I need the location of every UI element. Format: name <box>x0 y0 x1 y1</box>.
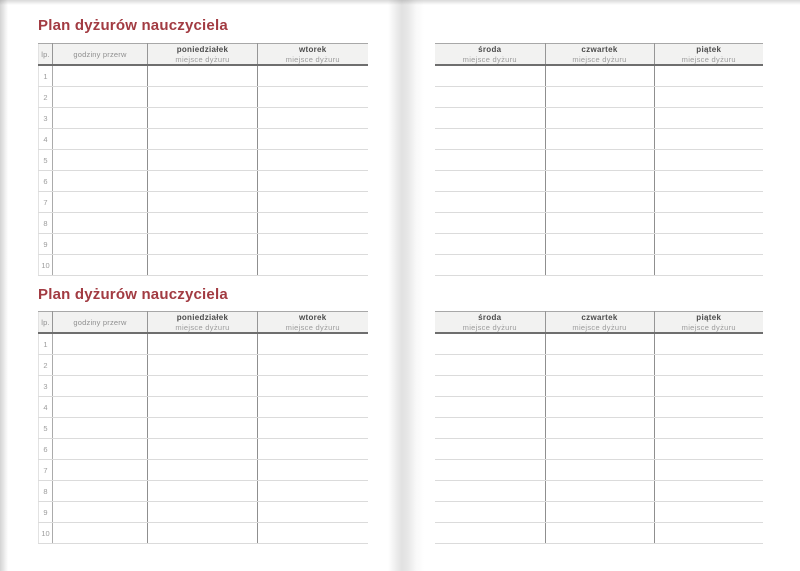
duty-cell <box>258 213 368 234</box>
duty-cell <box>148 234 258 255</box>
duty-cell <box>53 355 148 376</box>
duty-cell <box>435 460 545 481</box>
duty-cell <box>148 439 258 460</box>
duty-place-label: miejsce dyżuru <box>462 55 517 64</box>
duty-cell <box>545 108 654 129</box>
duty-cell <box>148 255 258 276</box>
duty-cell <box>545 255 654 276</box>
table-body <box>39 65 368 276</box>
duty-place-label: miejsce dyżuru <box>572 55 627 64</box>
duty-cell <box>545 213 654 234</box>
col-header-monday <box>148 44 258 66</box>
table-body <box>435 65 763 276</box>
row-number-cell: 5 <box>39 150 53 171</box>
table-row <box>435 192 763 213</box>
duty-cell <box>435 150 545 171</box>
table-row <box>39 234 368 255</box>
table-row <box>435 108 763 129</box>
duty-cell <box>53 397 148 418</box>
duty-cell <box>53 234 148 255</box>
duty-cell <box>654 481 763 502</box>
duty-place-label: miejsce dyżuru <box>285 55 340 64</box>
duty-cell <box>654 523 763 544</box>
col-header-friday <box>654 312 763 334</box>
duty-cell <box>545 171 654 192</box>
row-number-cell: 8 <box>39 481 53 502</box>
table-header-row <box>435 44 763 66</box>
duty-cell <box>545 397 654 418</box>
duty-cell <box>148 355 258 376</box>
duty-cell <box>654 460 763 481</box>
duty-cell <box>435 192 545 213</box>
row-number-cell: 4 <box>39 129 53 150</box>
table-row <box>39 502 368 523</box>
duty-cell <box>654 129 763 150</box>
page-title-bottom: Plan dyżurów nauczyciela <box>38 286 228 303</box>
table-row <box>435 129 763 150</box>
table-row <box>39 213 368 234</box>
duty-cell <box>148 171 258 192</box>
page-gutter-shadow <box>388 0 424 571</box>
duty-cell <box>148 460 258 481</box>
duty-cell <box>148 213 258 234</box>
table-row <box>39 65 368 87</box>
duty-cell <box>545 439 654 460</box>
duty-cell <box>53 418 148 439</box>
duty-place-label: miejsce dyżuru <box>175 55 230 64</box>
duty-cell <box>258 502 368 523</box>
duty-cell <box>53 460 148 481</box>
duty-cell <box>545 87 654 108</box>
photo-left-shadow <box>0 0 8 571</box>
duty-cell <box>435 65 545 87</box>
duty-cell <box>435 87 545 108</box>
duty-cell <box>654 150 763 171</box>
table-row <box>435 87 763 108</box>
duty-cell <box>435 523 545 544</box>
row-number-cell: 3 <box>39 108 53 129</box>
duty-cell <box>53 439 148 460</box>
col-header-wednesday <box>435 44 545 66</box>
duty-cell <box>258 460 368 481</box>
duty-cell <box>53 376 148 397</box>
table-row <box>435 234 763 255</box>
duty-cell <box>258 481 368 502</box>
table-row <box>39 129 368 150</box>
duty-cell <box>258 129 368 150</box>
duty-cell <box>258 355 368 376</box>
table-row <box>39 171 368 192</box>
duty-cell <box>545 481 654 502</box>
duty-cell <box>435 502 545 523</box>
col-header-wednesday <box>435 312 545 334</box>
day-name-tuesday: wtorek <box>298 45 327 54</box>
table-header-row <box>39 44 368 66</box>
duty-cell <box>53 255 148 276</box>
row-number-cell: 7 <box>39 192 53 213</box>
row-number-cell: 8 <box>39 213 53 234</box>
col-header-friday <box>654 44 763 66</box>
duty-cell <box>148 523 258 544</box>
table-row <box>39 192 368 213</box>
table-row <box>435 213 763 234</box>
duty-cell <box>53 108 148 129</box>
duty-cell <box>654 502 763 523</box>
duty-cell <box>654 213 763 234</box>
duty-cell <box>258 333 368 355</box>
duty-cell <box>654 65 763 87</box>
day-name-tuesday: wtorek <box>298 313 327 322</box>
duty-cell <box>53 171 148 192</box>
duty-cell <box>148 108 258 129</box>
row-number-cell: 6 <box>39 439 53 460</box>
duty-cell <box>654 418 763 439</box>
row-number-cell: 4 <box>39 397 53 418</box>
duty-cell <box>148 333 258 355</box>
duty-cell <box>545 418 654 439</box>
duty-cell <box>148 376 258 397</box>
duty-cell <box>148 65 258 87</box>
duty-cell <box>435 255 545 276</box>
table-row <box>435 439 763 460</box>
table-row <box>435 481 763 502</box>
duty-cell <box>53 150 148 171</box>
row-number-cell: 6 <box>39 171 53 192</box>
day-name-wednesday: środa <box>478 45 502 54</box>
duty-cell <box>435 171 545 192</box>
duty-cell <box>53 213 148 234</box>
duty-place-label: miejsce dyżuru <box>285 323 340 332</box>
duty-cell <box>148 87 258 108</box>
duty-cell <box>435 397 545 418</box>
duty-cell <box>545 129 654 150</box>
duty-cell <box>258 171 368 192</box>
table-row <box>39 418 368 439</box>
table-row <box>435 460 763 481</box>
table-row <box>435 150 763 171</box>
duty-cell <box>654 234 763 255</box>
day-name-friday: piątek <box>696 45 722 54</box>
duty-cell <box>435 376 545 397</box>
table-row <box>39 376 368 397</box>
day-name-monday: poniedziałek <box>176 45 229 54</box>
table-row <box>435 171 763 192</box>
duty-cell <box>435 418 545 439</box>
duty-cell <box>258 65 368 87</box>
table-row <box>435 502 763 523</box>
row-number-cell: 2 <box>39 355 53 376</box>
table-row <box>435 333 763 355</box>
duty-table-right-top <box>435 43 763 276</box>
duty-table-right-bottom <box>435 311 763 544</box>
duty-cell <box>258 523 368 544</box>
duty-cell <box>258 439 368 460</box>
duty-cell <box>258 376 368 397</box>
duty-cell <box>545 502 654 523</box>
duty-cell <box>258 418 368 439</box>
duty-cell <box>545 376 654 397</box>
duty-cell <box>435 439 545 460</box>
duty-cell <box>148 192 258 213</box>
duty-place-label: miejsce dyżuru <box>681 323 736 332</box>
day-name-thursday: czwartek <box>581 45 618 54</box>
duty-cell <box>435 333 545 355</box>
duty-cell <box>654 108 763 129</box>
table-row <box>435 355 763 376</box>
duty-cell <box>258 255 368 276</box>
table-row <box>39 355 368 376</box>
row-number-cell: 1 <box>39 333 53 355</box>
duty-cell <box>545 355 654 376</box>
row-number-cell: 2 <box>39 87 53 108</box>
row-number-cell: 5 <box>39 418 53 439</box>
table-row <box>39 397 368 418</box>
duty-cell <box>53 481 148 502</box>
page-title-top: Plan dyżurów nauczyciela <box>38 17 228 34</box>
day-name-friday: piątek <box>696 313 722 322</box>
duty-cell <box>53 65 148 87</box>
table-row <box>39 481 368 502</box>
table-body <box>435 333 763 544</box>
duty-cell <box>654 439 763 460</box>
table-row <box>39 333 368 355</box>
duty-cell <box>258 108 368 129</box>
row-number-cell: 10 <box>39 523 53 544</box>
table-row <box>39 439 368 460</box>
duty-cell <box>435 481 545 502</box>
duty-cell <box>654 333 763 355</box>
col-header-thursday <box>545 312 654 334</box>
duty-cell <box>53 192 148 213</box>
duty-table-left-bottom <box>38 311 368 544</box>
duty-cell <box>545 234 654 255</box>
duty-cell <box>53 87 148 108</box>
day-name-thursday: czwartek <box>581 313 618 322</box>
duty-cell <box>53 502 148 523</box>
duty-cell <box>148 129 258 150</box>
col-header-lp: lp. <box>39 44 53 66</box>
duty-cell <box>258 150 368 171</box>
duty-cell <box>148 481 258 502</box>
duty-cell <box>435 213 545 234</box>
row-number-cell: 9 <box>39 502 53 523</box>
duty-cell <box>654 376 763 397</box>
table-row <box>39 150 368 171</box>
table-row <box>39 87 368 108</box>
table-row <box>435 255 763 276</box>
duty-cell <box>435 129 545 150</box>
table-row <box>435 418 763 439</box>
duty-cell <box>148 418 258 439</box>
duty-cell <box>654 192 763 213</box>
duty-cell <box>53 523 148 544</box>
duty-cell <box>545 150 654 171</box>
day-name-wednesday: środa <box>478 313 502 322</box>
duty-cell <box>435 234 545 255</box>
duty-cell <box>258 87 368 108</box>
duty-cell <box>654 397 763 418</box>
table-row <box>39 460 368 481</box>
duty-place-label: miejsce dyżuru <box>462 323 517 332</box>
duty-cell <box>545 192 654 213</box>
table-body <box>39 333 368 544</box>
duty-cell <box>654 355 763 376</box>
col-header-breaks: godziny przerw <box>53 44 148 66</box>
duty-cell <box>258 192 368 213</box>
table-header-row <box>435 312 763 334</box>
row-number-cell: 1 <box>39 65 53 87</box>
duty-cell <box>545 460 654 481</box>
duty-cell <box>545 523 654 544</box>
duty-cell <box>148 502 258 523</box>
duty-place-label: miejsce dyżuru <box>175 323 230 332</box>
duty-cell <box>654 171 763 192</box>
row-number-cell: 3 <box>39 376 53 397</box>
table-row <box>39 108 368 129</box>
duty-place-label: miejsce dyżuru <box>681 55 736 64</box>
table-header-row <box>39 312 368 334</box>
table-row <box>39 255 368 276</box>
col-header-thursday <box>545 44 654 66</box>
row-number-cell: 10 <box>39 255 53 276</box>
duty-cell <box>654 87 763 108</box>
table-row <box>435 65 763 87</box>
table-row <box>435 397 763 418</box>
table-row <box>435 376 763 397</box>
table-row <box>39 523 368 544</box>
duty-cell <box>53 129 148 150</box>
duty-cell <box>435 355 545 376</box>
duty-cell <box>654 255 763 276</box>
row-number-cell: 9 <box>39 234 53 255</box>
duty-cell <box>148 150 258 171</box>
row-number-cell: 7 <box>39 460 53 481</box>
duty-cell <box>53 333 148 355</box>
duty-place-label: miejsce dyżuru <box>572 323 627 332</box>
duty-cell <box>545 65 654 87</box>
duty-cell <box>148 397 258 418</box>
duty-table-left-top <box>38 43 368 276</box>
duty-cell <box>435 108 545 129</box>
table-row <box>435 523 763 544</box>
photo-top-shadow <box>0 0 800 5</box>
duty-cell <box>258 397 368 418</box>
col-header-lp: lp. <box>39 312 53 334</box>
duty-cell <box>258 234 368 255</box>
col-header-breaks: godziny przerw <box>53 312 148 334</box>
duty-cell <box>545 333 654 355</box>
col-header-tuesday <box>258 312 368 334</box>
day-name-monday: poniedziałek <box>176 313 229 322</box>
col-header-tuesday <box>258 44 368 66</box>
col-header-monday <box>148 312 258 334</box>
